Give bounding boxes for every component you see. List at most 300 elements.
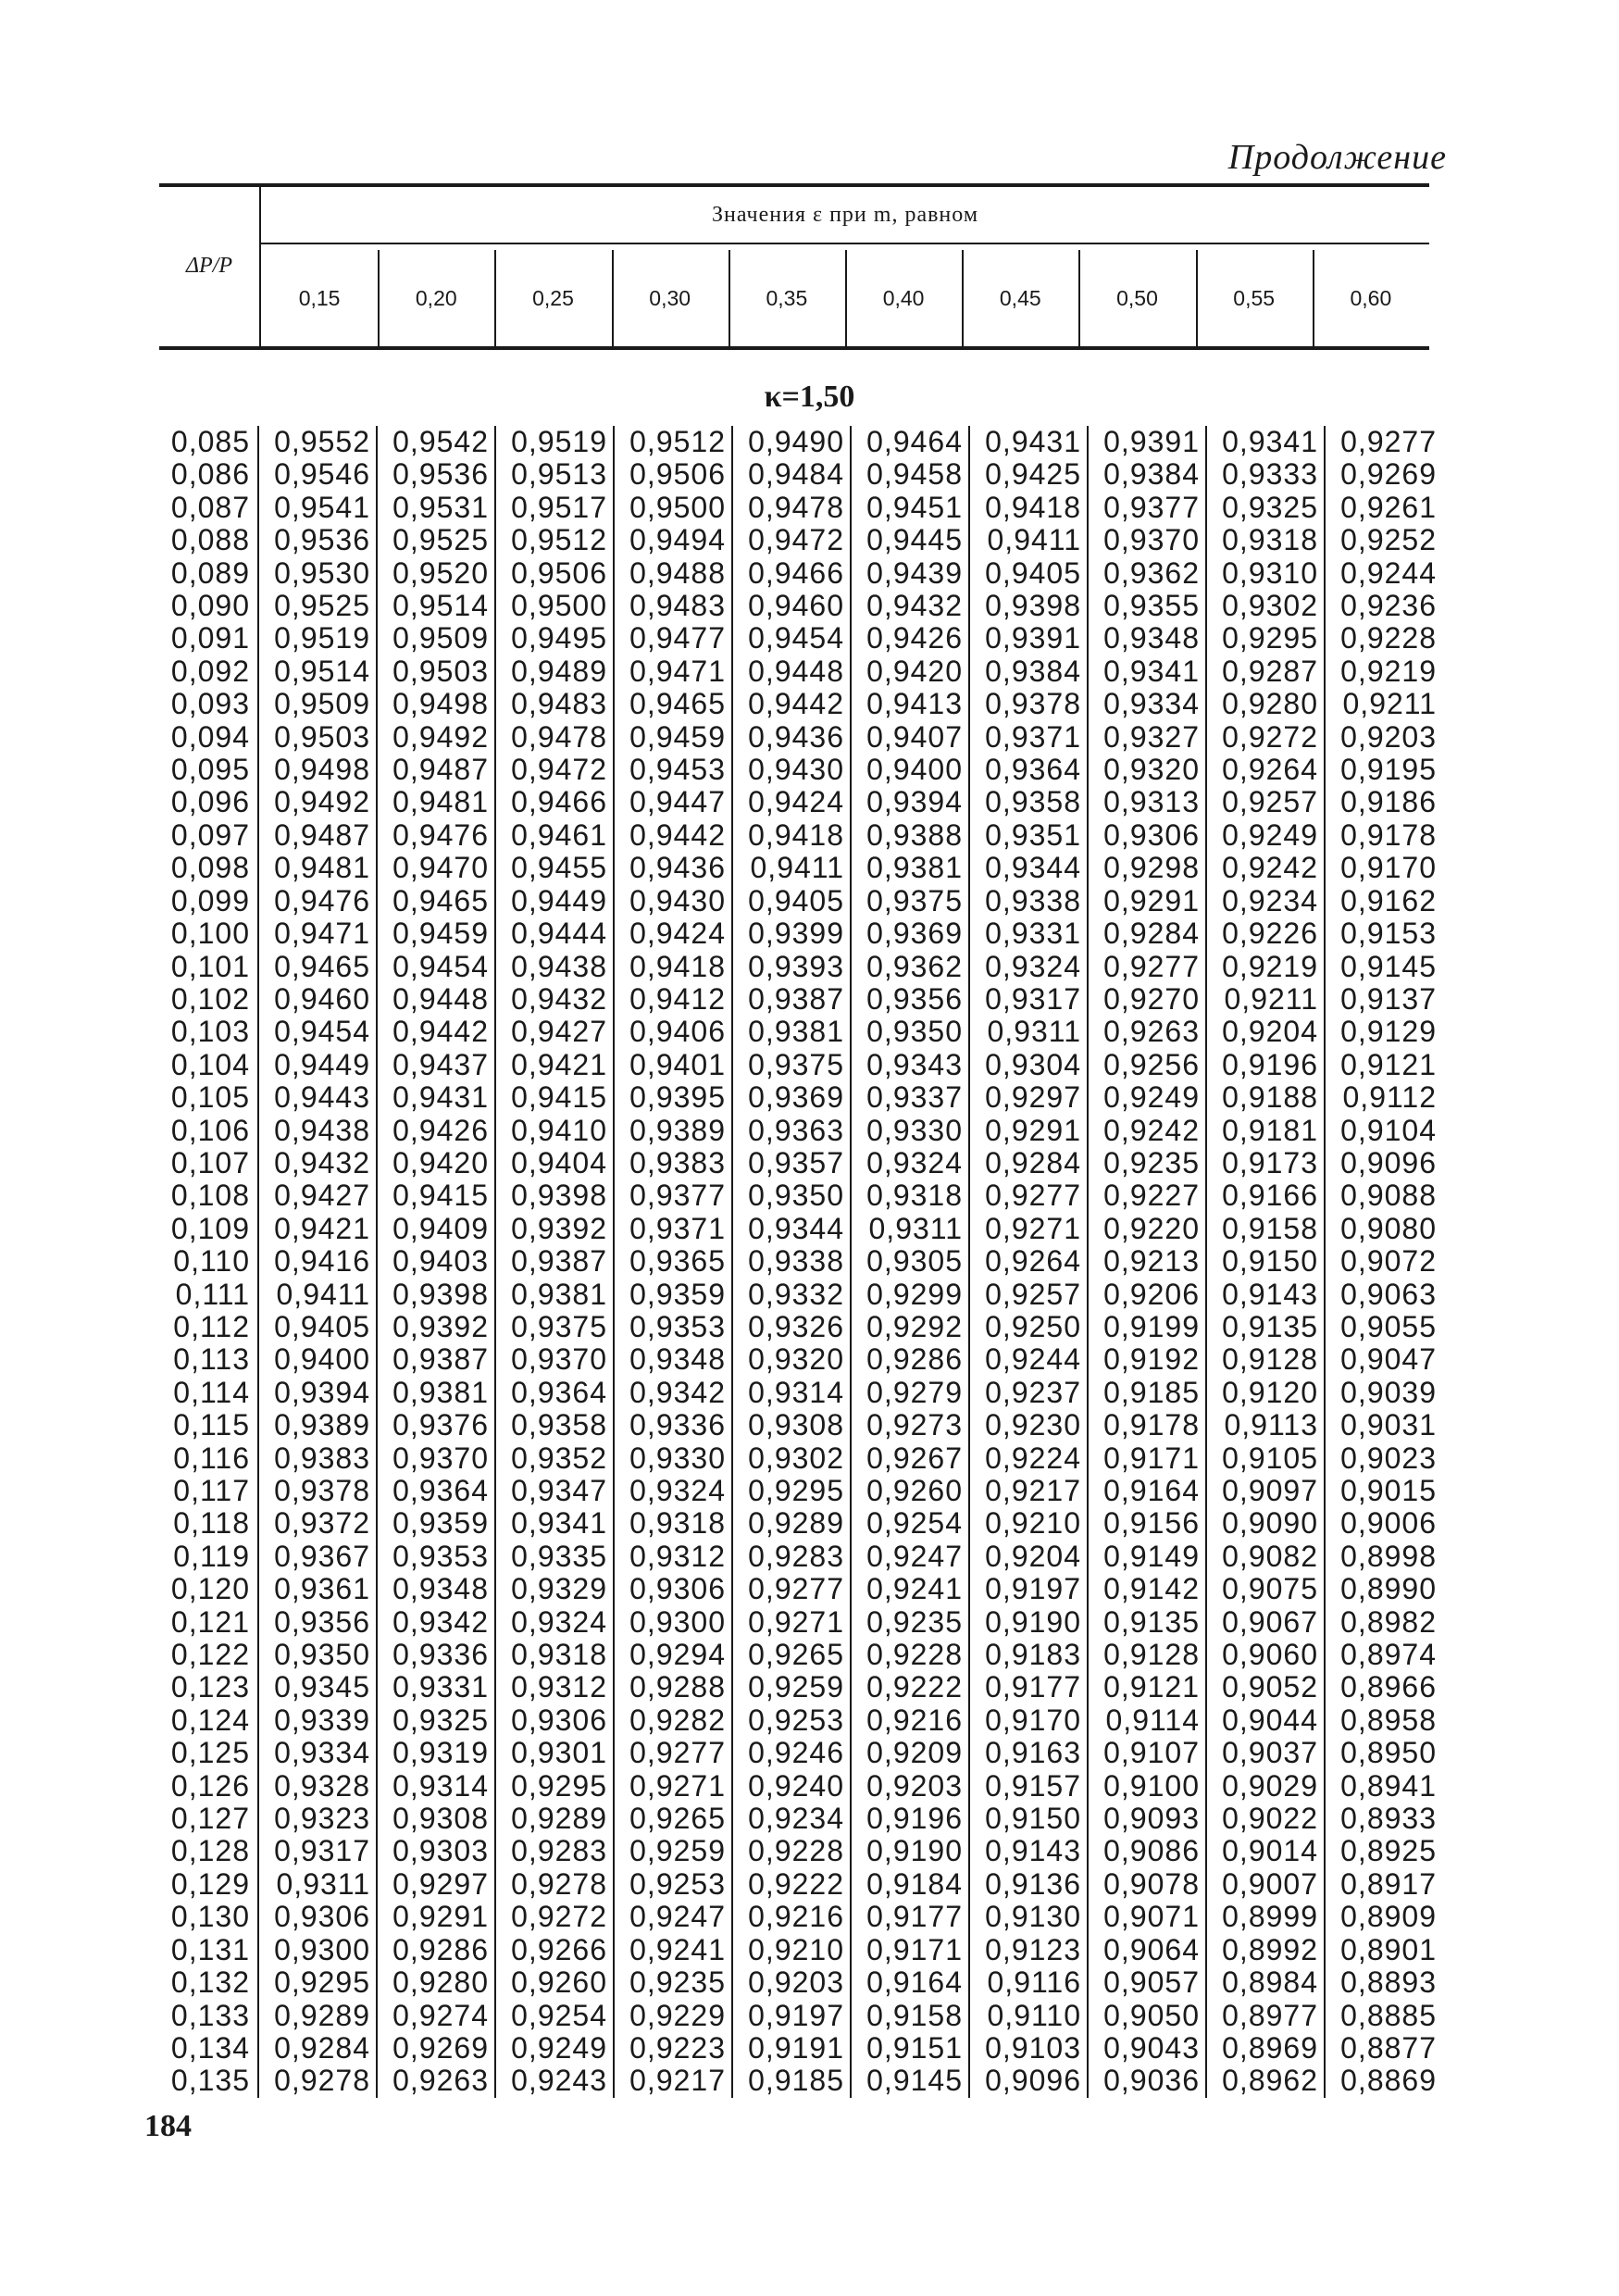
- value-cell: 0,9478: [732, 492, 851, 524]
- value-cell: 0,9105: [1206, 1442, 1325, 1475]
- value-cell: 0,9350: [851, 1016, 969, 1048]
- value-cell: 0,9291: [1088, 885, 1206, 917]
- value-cell: 0,9014: [1206, 1835, 1325, 1867]
- group-header-rule: [261, 243, 1429, 244]
- value-cell: 0,9306: [614, 1573, 732, 1605]
- table-row: [148, 917, 1442, 950]
- value-cell: 0,9271: [969, 1213, 1088, 1245]
- value-cell: 0,9341: [1088, 655, 1206, 688]
- value-cell: 0,9149: [1088, 1541, 1206, 1573]
- value-cell: 0,9203: [732, 1966, 851, 1999]
- dp-cell: 0,097: [170, 817, 250, 852]
- table-row: [148, 2000, 1442, 2032]
- dp-cell: 0,085: [170, 425, 250, 458]
- column-header: 0,25: [532, 285, 574, 310]
- value-cell: 0,9234: [1206, 885, 1325, 917]
- value-cell: 0,8950: [1325, 1737, 1442, 1769]
- column-header: 0,15: [298, 285, 341, 310]
- value-cell: 0,9242: [1206, 852, 1325, 884]
- value-cell: 0,9387: [732, 983, 851, 1016]
- value-cell: 0,9164: [851, 1966, 969, 1999]
- value-cell: 0,9519: [258, 622, 377, 655]
- value-cell: 0,9241: [851, 1573, 969, 1605]
- value-cell: 0,9135: [1088, 1606, 1206, 1639]
- value-cell: 0,9384: [969, 655, 1088, 688]
- value-cell: 0,9121: [1088, 1671, 1206, 1703]
- value-cell: 0,8990: [1325, 1573, 1442, 1605]
- value-cell: 0,9488: [614, 557, 732, 590]
- value-cell: 0,9460: [258, 983, 377, 1016]
- value-cell: 0,9411: [258, 1279, 377, 1311]
- value-cell: 0,9297: [969, 1081, 1088, 1114]
- value-cell: 0,9362: [1088, 557, 1206, 590]
- value-cell: 0,9420: [377, 1147, 495, 1179]
- value-cell: 0,9506: [614, 458, 732, 491]
- table-row: [148, 1606, 1442, 1639]
- value-cell: 0,9326: [732, 1311, 851, 1343]
- value-cell: 0,9247: [614, 1901, 732, 1933]
- value-cell: 0,9454: [732, 622, 851, 655]
- value-cell: 0,9015: [1325, 1475, 1442, 1507]
- value-cell: 0,9470: [377, 852, 495, 884]
- table-row: [148, 1081, 1442, 1114]
- value-cell: 0,9219: [1206, 951, 1325, 983]
- table-row: [148, 1671, 1442, 1703]
- value-cell: 0,9195: [1325, 754, 1442, 786]
- value-cell: 0,9404: [495, 1147, 614, 1179]
- value-cell: 0,9289: [258, 2000, 377, 2032]
- value-cell: 0,9264: [969, 1245, 1088, 1278]
- table-row: [148, 1213, 1442, 1245]
- value-cell: 0,8999: [1206, 1901, 1325, 1933]
- table-row: [148, 1934, 1442, 1966]
- table-row: [148, 1115, 1442, 1147]
- value-cell: 0,9359: [614, 1279, 732, 1311]
- value-cell: 0,9342: [377, 1606, 495, 1639]
- value-cell: 0,9203: [1325, 721, 1442, 754]
- value-cell: 0,9369: [732, 1081, 851, 1114]
- value-cell: 0,9300: [614, 1606, 732, 1639]
- value-cell: 0,9375: [732, 1049, 851, 1081]
- table-row: [148, 1442, 1442, 1475]
- value-cell: 0,9421: [495, 1049, 614, 1081]
- value-cell: 0,9381: [851, 852, 969, 884]
- value-cell: 0,9267: [851, 1442, 969, 1475]
- value-cell: 0,9424: [614, 917, 732, 950]
- value-cell: 0,9324: [495, 1606, 614, 1639]
- value-cell: 0,9264: [1206, 754, 1325, 786]
- dp-cell: 0,088: [170, 523, 250, 557]
- value-cell: 0,9291: [377, 1901, 495, 1933]
- value-cell: 0,9364: [495, 1377, 614, 1409]
- value-cell: 0,9156: [1088, 1507, 1206, 1540]
- value-cell: 0,9454: [377, 951, 495, 983]
- value-cell: 0,9377: [1088, 492, 1206, 524]
- value-cell: 0,9424: [732, 786, 851, 818]
- value-cell: 0,9324: [969, 951, 1088, 983]
- value-cell: 0,9410: [495, 1115, 614, 1147]
- value-cell: 0,9254: [851, 1507, 969, 1540]
- value-cell: 0,9055: [1325, 1311, 1442, 1343]
- value-cell: 0,8958: [1325, 1704, 1442, 1737]
- page-number: 184: [144, 2109, 192, 2143]
- value-cell: 0,9371: [969, 721, 1088, 754]
- value-cell: 0,9465: [258, 951, 377, 983]
- table-row: [148, 492, 1442, 524]
- value-cell: 0,8869: [1325, 2065, 1442, 2097]
- value-cell: 0,9257: [969, 1279, 1088, 1311]
- value-cell: 0,9196: [1206, 1049, 1325, 1081]
- dp-cell: 0,100: [170, 917, 250, 951]
- value-cell: 0,9431: [969, 426, 1088, 458]
- value-cell: 0,9369: [851, 917, 969, 950]
- value-cell: 0,9362: [851, 951, 969, 983]
- table-row: [148, 458, 1442, 491]
- value-cell: 0,9310: [1206, 557, 1325, 590]
- value-cell: 0,9283: [732, 1541, 851, 1573]
- value-cell: 0,9333: [1206, 458, 1325, 491]
- value-cell: 0,9472: [732, 524, 851, 556]
- table-row: [148, 1049, 1442, 1081]
- value-cell: 0,9427: [495, 1016, 614, 1048]
- value-cell: 0,9311: [258, 1868, 377, 1901]
- column-header: 0,40: [882, 285, 925, 310]
- value-cell: 0,9277: [1088, 951, 1206, 983]
- value-cell: 0,8984: [1206, 1966, 1325, 1999]
- table-row: [148, 1770, 1442, 1803]
- value-cell: 0,9392: [377, 1311, 495, 1343]
- value-cell: 0,9405: [969, 557, 1088, 590]
- section-label: κ=1,50: [764, 380, 855, 414]
- value-cell: 0,9097: [1206, 1475, 1325, 1507]
- value-cell: 0,9495: [495, 622, 614, 655]
- value-cell: 0,9341: [1206, 426, 1325, 458]
- value-cell: 0,9171: [1088, 1442, 1206, 1475]
- value-cell: 0,9143: [1206, 1279, 1325, 1311]
- value-cell: 0,9513: [495, 458, 614, 491]
- value-cell: 0,9229: [614, 2000, 732, 2032]
- value-cell: 0,9220: [1088, 1213, 1206, 1245]
- value-cell: 0,9279: [851, 1377, 969, 1409]
- value-cell: 0,9037: [1206, 1737, 1325, 1769]
- value-cell: 0,9250: [969, 1311, 1088, 1343]
- value-cell: 0,9471: [614, 655, 732, 688]
- value-cell: 0,9224: [969, 1442, 1088, 1475]
- value-cell: 0,9064: [1088, 1934, 1206, 1966]
- value-cell: 0,9244: [969, 1343, 1088, 1376]
- value-cell: 0,9398: [969, 590, 1088, 622]
- value-cell: 0,9052: [1206, 1671, 1325, 1703]
- value-cell: 0,9314: [377, 1770, 495, 1803]
- value-cell: 0,9412: [614, 983, 732, 1016]
- value-cell: 0,9197: [732, 2000, 851, 2032]
- dp-cell: 0,115: [173, 1408, 250, 1442]
- value-cell: 0,9263: [1088, 1016, 1206, 1048]
- value-cell: 0,9430: [614, 885, 732, 917]
- value-cell: 0,9400: [258, 1343, 377, 1376]
- value-cell: 0,9514: [377, 590, 495, 622]
- value-cell: 0,9359: [377, 1507, 495, 1540]
- value-cell: 0,9458: [851, 458, 969, 491]
- value-cell: 0,9409: [377, 1213, 495, 1245]
- value-cell: 0,9280: [1206, 688, 1325, 720]
- value-cell: 0,8901: [1325, 1934, 1442, 1966]
- dp-cell: 0,132: [170, 1965, 250, 2000]
- value-cell: 0,9331: [377, 1671, 495, 1703]
- value-cell: 0,9405: [258, 1311, 377, 1343]
- table-row: [148, 426, 1442, 458]
- value-cell: 0,9295: [732, 1475, 851, 1507]
- dp-cell: 0,118: [173, 1506, 250, 1541]
- dp-cell: 0,093: [170, 687, 250, 721]
- value-cell: 0,9455: [495, 852, 614, 884]
- value-cell: 0,9552: [258, 426, 377, 458]
- value-cell: 0,9311: [969, 1016, 1088, 1048]
- value-cell: 0,9254: [495, 2000, 614, 2032]
- value-cell: 0,9350: [732, 1179, 851, 1212]
- value-cell: 0,9116: [969, 1966, 1088, 1999]
- value-cell: 0,9472: [495, 754, 614, 786]
- value-cell: 0,9163: [969, 1737, 1088, 1769]
- column-header: 0,30: [649, 285, 691, 310]
- value-cell: 0,9403: [377, 1245, 495, 1278]
- value-cell: 0,8998: [1325, 1541, 1442, 1573]
- value-cell: 0,9391: [969, 622, 1088, 655]
- value-cell: 0,9489: [495, 655, 614, 688]
- value-cell: 0,9449: [258, 1049, 377, 1081]
- value-cell: 0,9204: [1206, 1016, 1325, 1048]
- value-cell: 0,9252: [1325, 524, 1442, 556]
- value-cell: 0,9398: [377, 1279, 495, 1311]
- value-cell: 0,9323: [258, 1803, 377, 1835]
- dp-cell: 0,106: [170, 1113, 250, 1147]
- value-cell: 0,9536: [258, 524, 377, 556]
- value-cell: 0,9210: [732, 1934, 851, 1966]
- value-cell: 0,9490: [732, 426, 851, 458]
- value-cell: 0,9242: [1088, 1115, 1206, 1147]
- value-cell: 0,9459: [377, 917, 495, 950]
- dp-cell: 0,135: [170, 2064, 250, 2098]
- value-cell: 0,9471: [258, 917, 377, 950]
- value-cell: 0,9348: [1088, 622, 1206, 655]
- value-cell: 0,9498: [258, 754, 377, 786]
- dp-cell: 0,090: [170, 589, 250, 623]
- value-cell: 0,9465: [377, 885, 495, 917]
- value-cell: 0,8974: [1325, 1639, 1442, 1671]
- value-cell: 0,9120: [1206, 1377, 1325, 1409]
- dp-cell: 0,104: [170, 1047, 250, 1081]
- column-header: 0,60: [1350, 285, 1392, 310]
- value-cell: 0,9303: [377, 1835, 495, 1867]
- value-cell: 0,9483: [614, 590, 732, 622]
- value-cell: 0,9318: [614, 1507, 732, 1540]
- value-cell: 0,9320: [1088, 754, 1206, 786]
- value-cell: 0,9370: [377, 1442, 495, 1475]
- value-cell: 0,9536: [377, 458, 495, 491]
- table-row: [148, 1179, 1442, 1212]
- table-row: [148, 2032, 1442, 2065]
- value-cell: 0,9344: [969, 852, 1088, 884]
- value-cell: 0,9235: [851, 1606, 969, 1639]
- dp-cell: 0,134: [170, 2030, 250, 2065]
- value-cell: 0,9171: [851, 1934, 969, 1966]
- dp-cell: 0,114: [173, 1375, 250, 1409]
- value-cell: 0,9432: [258, 1147, 377, 1179]
- value-cell: 0,9197: [969, 1573, 1088, 1605]
- table-row: [148, 590, 1442, 622]
- value-cell: 0,9230: [969, 1409, 1088, 1441]
- table-row: [148, 852, 1442, 884]
- value-cell: 0,9541: [258, 492, 377, 524]
- value-cell: 0,9244: [1325, 557, 1442, 590]
- value-cell: 0,9317: [969, 983, 1088, 1016]
- value-cell: 0,9336: [377, 1639, 495, 1671]
- value-cell: 0,9401: [614, 1049, 732, 1081]
- value-cell: 0,9494: [614, 524, 732, 556]
- value-cell: 0,9512: [614, 426, 732, 458]
- value-cell: 0,9071: [1088, 1901, 1206, 1933]
- dp-cell: 0,124: [170, 1703, 250, 1737]
- value-cell: 0,9253: [614, 1868, 732, 1901]
- value-cell: 0,9072: [1325, 1245, 1442, 1278]
- value-cell: 0,9336: [614, 1409, 732, 1441]
- table-row: [148, 1377, 1442, 1409]
- value-cell: 0,9393: [732, 951, 851, 983]
- value-cell: 0,9302: [1206, 590, 1325, 622]
- value-cell: 0,9284: [969, 1147, 1088, 1179]
- value-cell: 0,9476: [377, 819, 495, 852]
- value-cell: 0,8909: [1325, 1901, 1442, 1933]
- table-row: [148, 1279, 1442, 1311]
- value-cell: 0,9211: [1206, 983, 1325, 1016]
- value-cell: 0,9484: [732, 458, 851, 491]
- value-cell: 0,9311: [851, 1213, 969, 1245]
- dp-cell: 0,095: [170, 753, 250, 787]
- table-row: [148, 2065, 1442, 2097]
- value-cell: 0,9487: [258, 819, 377, 852]
- dp-cell: 0,112: [173, 1309, 250, 1343]
- value-cell: 0,9405: [732, 885, 851, 917]
- value-cell: 0,9387: [495, 1245, 614, 1278]
- value-cell: 0,9391: [1088, 426, 1206, 458]
- value-cell: 0,9365: [614, 1245, 732, 1278]
- column-header: 0,55: [1233, 285, 1276, 310]
- column-divider: [378, 250, 380, 346]
- value-cell: 0,9418: [969, 492, 1088, 524]
- value-cell: 0,9006: [1325, 1507, 1442, 1540]
- value-cell: 0,9288: [614, 1671, 732, 1703]
- value-cell: 0,9234: [732, 1803, 851, 1835]
- value-cell: 0,9378: [969, 688, 1088, 720]
- table-row: [148, 1966, 1442, 1999]
- value-cell: 0,9080: [1325, 1213, 1442, 1245]
- value-cell: 0,9442: [377, 1016, 495, 1048]
- value-cell: 0,9301: [495, 1737, 614, 1769]
- value-cell: 0,9432: [851, 590, 969, 622]
- value-cell: 0,9308: [732, 1409, 851, 1441]
- value-cell: 0,9306: [258, 1901, 377, 1933]
- value-cell: 0,9334: [258, 1737, 377, 1769]
- table-row: [148, 786, 1442, 818]
- value-cell: 0,9278: [258, 2065, 377, 2097]
- value-cell: 0,9477: [614, 622, 732, 655]
- value-cell: 0,9318: [495, 1639, 614, 1671]
- value-cell: 0,9530: [258, 557, 377, 590]
- value-cell: 0,9351: [969, 819, 1088, 852]
- value-cell: 0,9273: [851, 1409, 969, 1441]
- value-cell: 0,9525: [377, 524, 495, 556]
- value-cell: 0,9372: [258, 1507, 377, 1540]
- value-cell: 0,9082: [1206, 1541, 1325, 1573]
- value-cell: 0,9364: [969, 754, 1088, 786]
- value-cell: 0,9213: [1088, 1245, 1206, 1278]
- value-cell: 0,9217: [614, 2065, 732, 2097]
- value-cell: 0,9247: [851, 1541, 969, 1573]
- value-cell: 0,9259: [614, 1835, 732, 1867]
- value-cell: 0,9332: [732, 1279, 851, 1311]
- value-cell: 0,9277: [1325, 426, 1442, 458]
- value-cell: 0,9436: [614, 852, 732, 884]
- value-cell: 0,9476: [258, 885, 377, 917]
- value-cell: 0,9411: [732, 852, 851, 884]
- value-cell: 0,9104: [1325, 1115, 1442, 1147]
- column-divider: [1313, 250, 1314, 346]
- value-cell: 0,9210: [969, 1507, 1088, 1540]
- value-cell: 0,9136: [969, 1868, 1088, 1901]
- value-cell: 0,9438: [495, 951, 614, 983]
- dp-cell: 0,126: [170, 1768, 250, 1803]
- value-cell: 0,9400: [851, 754, 969, 786]
- value-cell: 0,9153: [1325, 917, 1442, 950]
- value-cell: 0,9289: [732, 1507, 851, 1540]
- column-header: 0,20: [415, 285, 457, 310]
- value-cell: 0,9357: [732, 1147, 851, 1179]
- value-cell: 0,9110: [969, 2000, 1088, 2032]
- value-cell: 0,8925: [1325, 1835, 1442, 1867]
- value-cell: 0,9353: [377, 1541, 495, 1573]
- value-cell: 0,9278: [495, 1868, 614, 1901]
- value-cell: 0,9302: [732, 1442, 851, 1475]
- value-cell: 0,9256: [1088, 1049, 1206, 1081]
- value-cell: 0,9150: [1206, 1245, 1325, 1278]
- value-cell: 0,9183: [969, 1639, 1088, 1671]
- value-cell: 0,9123: [969, 1934, 1088, 1966]
- value-cell: 0,9265: [732, 1639, 851, 1671]
- value-cell: 0,9007: [1206, 1868, 1325, 1901]
- value-cell: 0,9481: [258, 852, 377, 884]
- value-cell: 0,9308: [377, 1803, 495, 1835]
- value-cell: 0,9345: [258, 1671, 377, 1703]
- value-cell: 0,9353: [614, 1311, 732, 1343]
- value-cell: 0,9466: [732, 557, 851, 590]
- value-cell: 0,9295: [1206, 622, 1325, 655]
- value-cell: 0,9060: [1206, 1639, 1325, 1671]
- value-cell: 0,9418: [732, 819, 851, 852]
- value-cell: 0,9246: [732, 1737, 851, 1769]
- value-cell: 0,9498: [377, 688, 495, 720]
- value-cell: 0,9313: [1088, 786, 1206, 818]
- table-row: [148, 1639, 1442, 1671]
- value-cell: 0,9277: [969, 1179, 1088, 1212]
- value-cell: 0,9312: [495, 1671, 614, 1703]
- value-cell: 0,9300: [258, 1934, 377, 1966]
- value-cell: 0,9240: [732, 1770, 851, 1803]
- dp-cell: 0,109: [170, 1211, 250, 1245]
- value-cell: 0,9129: [1325, 1016, 1442, 1048]
- dp-cell: 0,110: [173, 1244, 250, 1279]
- dp-cell: 0,119: [173, 1539, 250, 1573]
- value-cell: 0,9525: [258, 590, 377, 622]
